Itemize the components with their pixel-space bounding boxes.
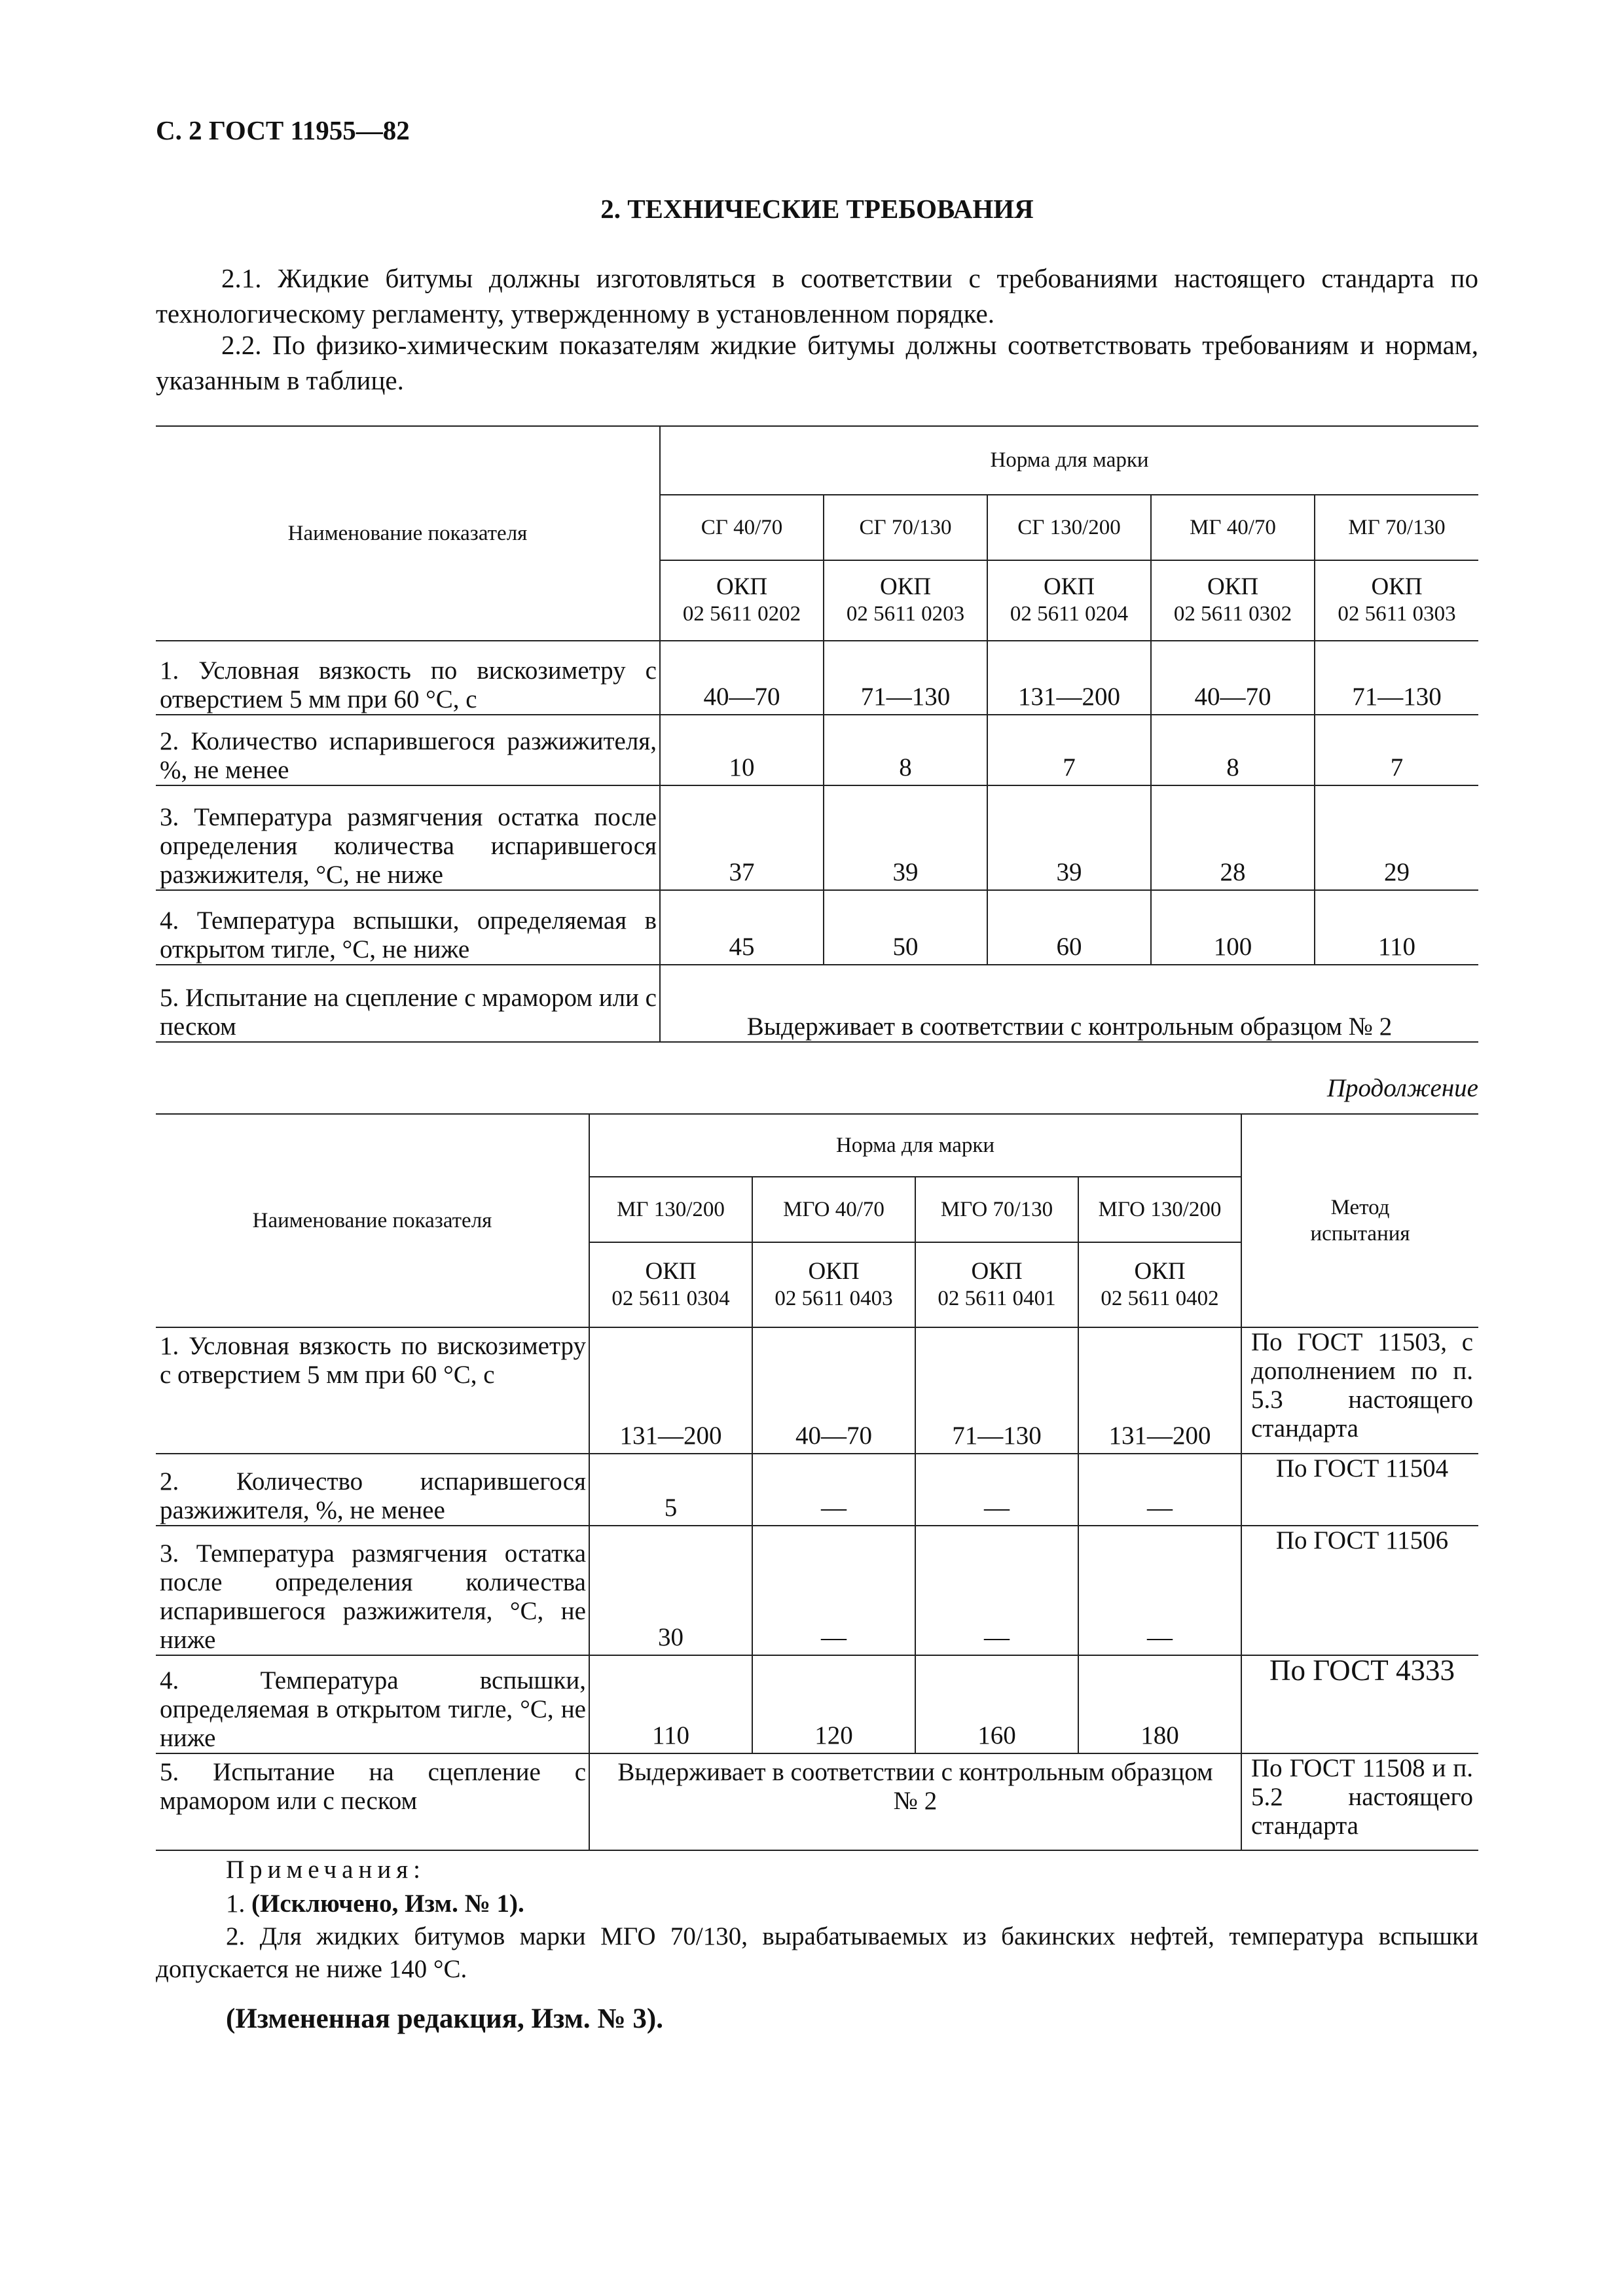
table-cell: 37 [660, 785, 824, 890]
table-cell: 71—130 [1315, 641, 1478, 715]
okp-code: ОКП 02 5611 0204 [987, 560, 1151, 641]
okp-code: ОКП 02 5611 0401 [915, 1242, 1078, 1327]
grade-header: МГ 40/70 [1151, 495, 1315, 560]
note-1-text: (Исключено, Изм. № 1). [251, 1890, 524, 1918]
table-row [156, 1454, 1478, 1526]
table-row [156, 715, 1478, 785]
table-row [156, 785, 1478, 890]
column-header-norm: Норма для марки [589, 1114, 1241, 1177]
note-1 [226, 1888, 1548, 1920]
indicator-name: 2. Количество испарившегося разжижителя, %, не менее [156, 715, 660, 785]
okp-code: ОКП 02 5611 0203 [824, 560, 987, 641]
table-cell: 45 [660, 890, 824, 965]
paragraph-2-2: 2.2. По физико-химическим показателям жидкие битумы должны соответствовать требованиям и нормам, указанным в таблице. [156, 330, 1478, 395]
continued-label: Продолжение [1326, 1074, 1478, 1102]
requirements-table-1 [156, 425, 1478, 1043]
table-row [156, 1655, 1478, 1753]
amendment-note: (Измененная редакция, Изм. № 3). [226, 2003, 663, 2034]
table-cell: 131—200 [1078, 1327, 1241, 1454]
table-cell: 10 [660, 715, 824, 785]
test-method: По ГОСТ 11503, с дополнением по п. 5.3 настоящего стандарта [1241, 1327, 1478, 1454]
table-cell: 160 [915, 1655, 1078, 1753]
indicator-name: 5. Испытание на сцепление с мрамором или с песком [156, 965, 660, 1042]
column-header-indicator: Наименование показателя [156, 426, 660, 641]
paragraph-2-1: 2.1. Жидкие битумы должны изготовляться в соответствии с требованиями настоящего стандарта по технологическому регламенту, утвержденному в установленном порядке. [156, 263, 1478, 329]
table-cell: 39 [824, 785, 987, 890]
table-cell: 131—200 [987, 641, 1151, 715]
okp-code: ОКП 02 5611 0303 [1315, 560, 1478, 641]
grade-header: МГ 70/130 [1315, 495, 1478, 560]
okp-code: ОКП 02 5611 0302 [1151, 560, 1315, 641]
table-cell: — [1078, 1526, 1241, 1655]
merged-value: Выдерживает в соответствии с контрольным образцом № 2 [660, 965, 1478, 1042]
table-row [156, 641, 1478, 715]
grade-header: МГО 40/70 [752, 1177, 915, 1242]
requirements-table-2 [156, 1113, 1478, 1851]
table-cell: 131—200 [589, 1327, 752, 1454]
test-method: По ГОСТ 11506 [1241, 1526, 1478, 1655]
table-cell: — [1078, 1454, 1241, 1526]
table-cell: 40—70 [660, 641, 824, 715]
column-header-indicator: Наименование показателя [156, 1114, 589, 1327]
okp-code: ОКП 02 5611 0403 [752, 1242, 915, 1327]
table-cell: — [915, 1454, 1078, 1526]
table-cell: 60 [987, 890, 1151, 965]
table-cell: 39 [987, 785, 1151, 890]
table-row [156, 1327, 1478, 1454]
indicator-name: 4. Температура вспышки, определяемая в открытом тигле, °С, не ниже [156, 890, 660, 965]
merged-value: Выдерживает в соответствии с контрольным образцом № 2 [589, 1753, 1241, 1850]
table-cell: 29 [1315, 785, 1478, 890]
grade-header: СГ 40/70 [660, 495, 824, 560]
table-cell: — [752, 1526, 915, 1655]
column-header-method: Метод испытания [1241, 1114, 1478, 1327]
test-method: По ГОСТ 4333 [1241, 1655, 1478, 1753]
notes-title: Примечания: [226, 1856, 426, 1884]
column-header-norm: Норма для марки [660, 426, 1478, 495]
table-cell: 7 [1315, 715, 1478, 785]
grade-header: СГ 130/200 [987, 495, 1151, 560]
section-title: 2. ТЕХНИЧЕСКИЕ ТРЕБОВАНИЯ [600, 194, 1034, 224]
table-cell: 71—130 [824, 641, 987, 715]
table-cell: 110 [589, 1655, 752, 1753]
table-row [156, 965, 1478, 1042]
note-1-number: 1. [226, 1890, 246, 1918]
test-method: По ГОСТ 11504 [1241, 1454, 1478, 1526]
note-2: 2. Для жидких битумов марки МГО 70/130, вырабатываемых из бакинских нефтей, температура вспышки допускается не ниже 140 °С. [156, 1922, 1478, 1983]
indicator-name: 1. Условная вязкость по вискозиметру с отверстием 5 мм при 60 °С, с [156, 1327, 589, 1454]
table-cell: 120 [752, 1655, 915, 1753]
table-cell: 71—130 [915, 1327, 1078, 1454]
table-row [156, 1526, 1478, 1655]
table-cell: 100 [1151, 890, 1315, 965]
table-cell: — [915, 1526, 1078, 1655]
indicator-name: 5. Испытание на сцепление с мрамором или с песком [156, 1753, 589, 1850]
okp-code: ОКП 02 5611 0402 [1078, 1242, 1241, 1327]
table-cell: 7 [987, 715, 1151, 785]
grade-header: МГО 130/200 [1078, 1177, 1241, 1242]
table-cell: 40—70 [752, 1327, 915, 1454]
table-cell: 28 [1151, 785, 1315, 890]
grade-header: СГ 70/130 [824, 495, 987, 560]
okp-code: ОКП 02 5611 0304 [589, 1242, 752, 1327]
indicator-name: 4. Температура вспышки, определяемая в открытом тигле, °С, не ниже [156, 1655, 589, 1753]
table-cell: 40—70 [1151, 641, 1315, 715]
table-cell: 30 [589, 1526, 752, 1655]
table-cell: 5 [589, 1454, 752, 1526]
indicator-name: 1. Условная вязкость по вискозиметру с отверстием 5 мм при 60 °С, с [156, 641, 660, 715]
table-row [156, 890, 1478, 965]
grade-header: МГО 70/130 [915, 1177, 1078, 1242]
table-cell: 110 [1315, 890, 1478, 965]
table-row [156, 1753, 1478, 1850]
indicator-name: 3. Температура размягчения остатка после определения количества испарившегося разжижителя, °С, не ниже [156, 785, 660, 890]
table-cell: — [752, 1454, 915, 1526]
grade-header: МГ 130/200 [589, 1177, 752, 1242]
page-header: С. 2 ГОСТ 11955—82 [156, 115, 410, 145]
indicator-name: 2. Количество испарившегося разжижителя, %, не менее [156, 1454, 589, 1526]
test-method: По ГОСТ 11508 и п. 5.2 настоящего стандарта [1241, 1753, 1478, 1850]
table-cell: 8 [824, 715, 987, 785]
table-cell: 50 [824, 890, 987, 965]
indicator-name: 3. Температура размягчения остатка после определения количества испарившегося разжижителя, °С, не ниже [156, 1526, 589, 1655]
okp-code: ОКП 02 5611 0202 [660, 560, 824, 641]
table-cell: 180 [1078, 1655, 1241, 1753]
table-cell: 8 [1151, 715, 1315, 785]
